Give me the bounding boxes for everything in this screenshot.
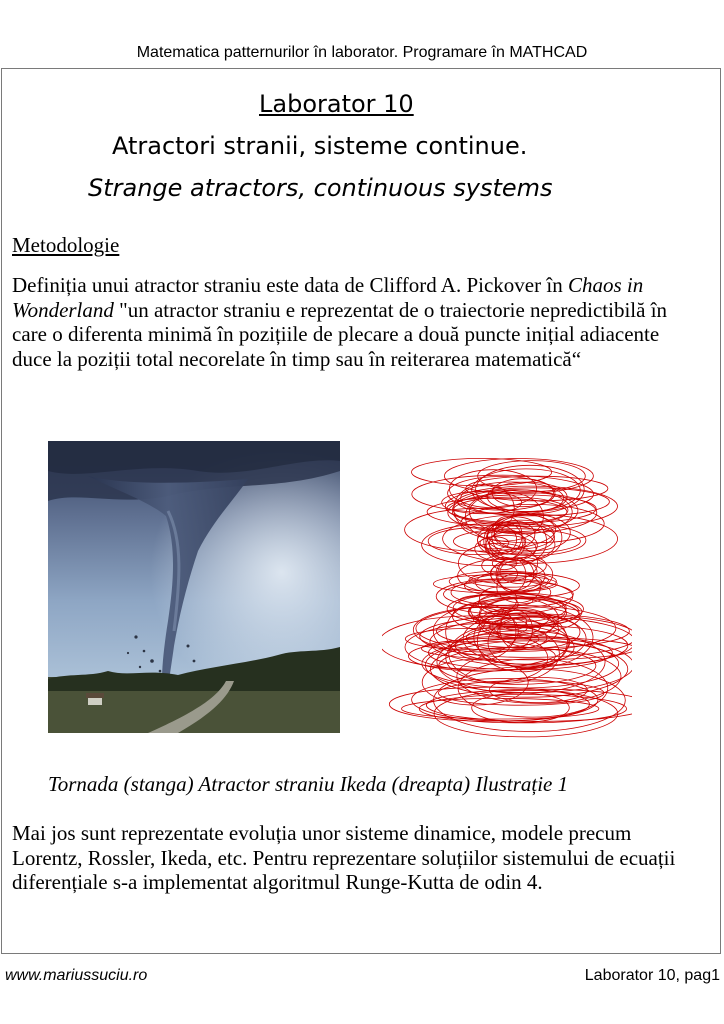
title-english: Strange atractors, continuous systems: [88, 174, 553, 202]
attractor-loop: [443, 514, 618, 563]
intro-paragraph: [12, 273, 702, 371]
running-header: Matematica patternurilor în laborator. Programare în MATHCAD: [136, 44, 588, 61]
book-title: Chaos in Wonderland: [12, 273, 644, 322]
intro-text-2: "un atractor straniu e reprezentat de o traiectorie nepredictibilă în care o diferenta minimă în pozițiile de plecare a două puncte inițial adiacente duce la poziții total necorelate în timp sau în reiterarea matematică“: [12, 297, 668, 371]
ikeda-attractor-illustration: [382, 452, 632, 740]
tornado-photo: [48, 441, 340, 733]
title-romanian: Atractori stranii, sisteme continue.: [112, 132, 528, 160]
body-paragraph: Mai jos sunt reprezentate evoluția unor sisteme dinamice, modele precum Lorentz, Rossler, Ikeda, etc. Pentru reprezentare soluțiilor sistemului de ecuații diferențiale s-a implementat algoritmul Runge-Kutta de odin 4.: [12, 821, 676, 894]
figure-caption: Tornada (stanga) Atractor straniu Ikeda (dreapta) Ilustrație 1: [48, 772, 569, 796]
lab-title: Laborator 10: [259, 90, 414, 118]
intro-text-1: Definiția unui atractor straniu este data de Clifford A. Pickover în: [12, 273, 568, 297]
footer-page-label: Laborator 10, pag1: [584, 967, 720, 984]
footer-website: www.mariussuciu.ro: [5, 967, 148, 984]
section-heading: Metodologie: [12, 233, 120, 257]
